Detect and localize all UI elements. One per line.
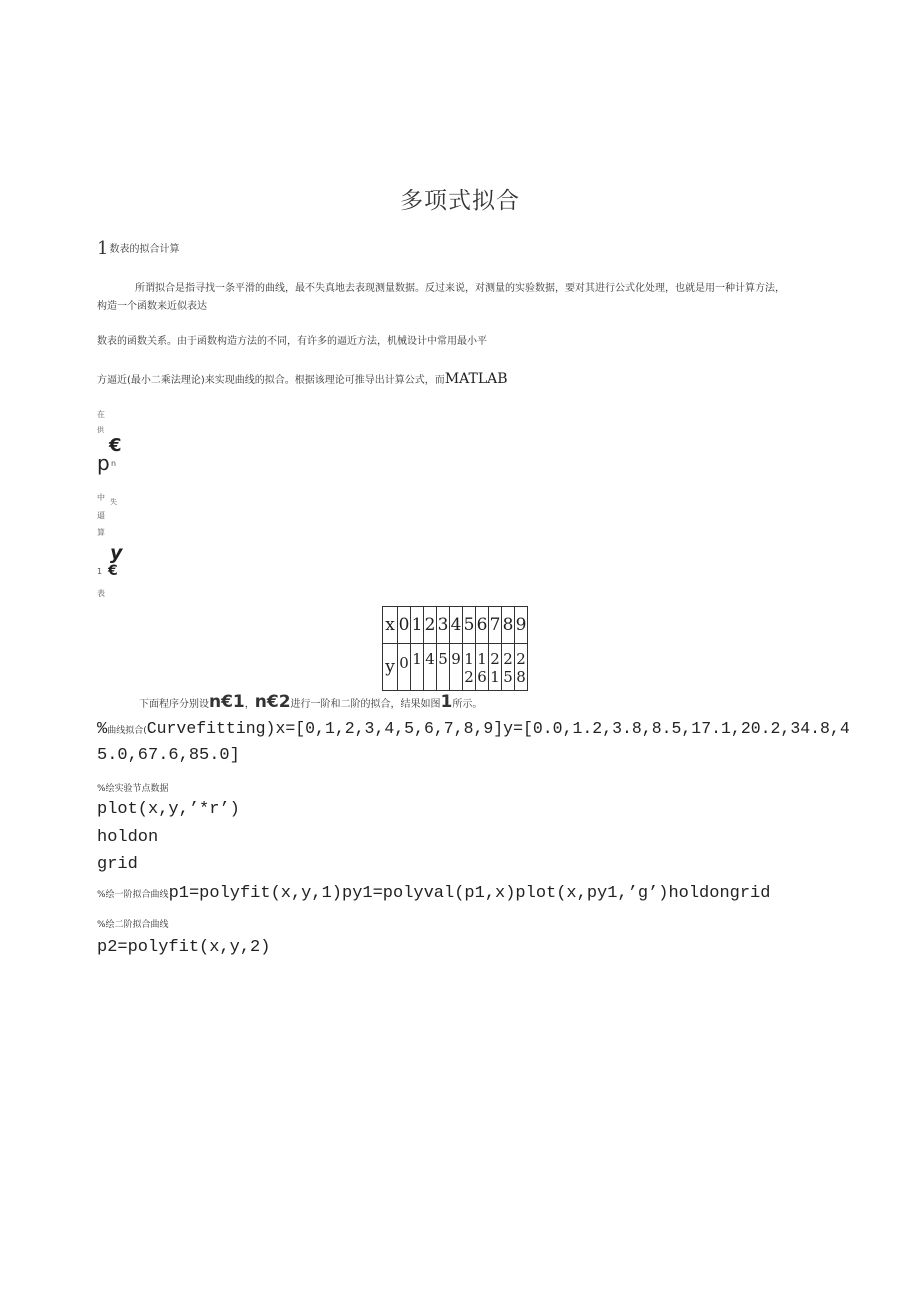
code-line-7: p2=polyfit(x,y,2) — [97, 938, 271, 957]
paragraph-2: 数表的函数关系。由于函数构造方法的不同，有许多的逼近方法，机械设计中常用最小平 — [97, 336, 487, 347]
code-line-4: holdon — [97, 828, 159, 847]
table-cell: 0 — [398, 607, 411, 644]
table-row-y — [383, 644, 528, 691]
table-cell — [463, 644, 476, 691]
code-line-6 — [97, 882, 770, 903]
table-cell: 5 — [463, 607, 476, 644]
fragment-5: n — [111, 459, 117, 468]
fragment-6: 中 — [97, 493, 105, 502]
intro-text-b: 进行一阶和二阶的拟合，结果如图 — [290, 699, 441, 710]
table-cell — [515, 644, 528, 691]
table-cell — [424, 644, 437, 691]
table-row-x — [383, 607, 528, 644]
intro-n2: n€2 — [254, 692, 291, 712]
code-text: Curvefitting)x=[0,1,2,3,4,5,6,7,8,9]y=[0.0,1.2,3.8,8.5,17.1,20.2,34.8,4 — [146, 719, 850, 738]
fragment-9: 算 — [97, 528, 105, 537]
table-cell: 1 — [411, 607, 424, 644]
table-cell: 2 — [424, 607, 437, 644]
table-cell — [489, 644, 502, 691]
code-comment-2: %绘一阶拟合曲线 — [97, 890, 169, 900]
intro-sep: ， — [244, 699, 255, 710]
code-comment: 曲线拟合( — [107, 726, 147, 736]
table-cell: 9 — [515, 607, 528, 644]
code-line-3: plot(x,y,’*r’) — [97, 800, 240, 819]
code-percent: % — [97, 720, 108, 739]
section-number: 1 — [97, 238, 109, 259]
code-line-1 — [97, 718, 850, 739]
table-cell — [502, 644, 515, 691]
intro-figure-number: 1 — [440, 692, 453, 712]
table-cell: 7 — [489, 607, 502, 644]
paragraph-3-text: 方逼近(最小二乘法理论)来实现曲线的拟合。根据该理论可推导出计算公式，而 — [97, 375, 445, 386]
table-cell: 8 — [502, 607, 515, 644]
table-cell: 3 — [437, 607, 450, 644]
table-cell-value: 2 5 — [503, 650, 513, 686]
table-cell-value: 4 — [425, 650, 435, 668]
table-cell-value: 2 8 — [516, 650, 526, 686]
fragment-11: 1 — [97, 567, 103, 576]
table-cell — [450, 644, 463, 691]
fragment-7: 失 — [110, 498, 117, 506]
intro-n1: n€1 — [209, 692, 245, 712]
section-heading — [97, 238, 179, 259]
code-line-5: grid — [97, 855, 138, 874]
intro-text-c: 所示。 — [452, 699, 483, 710]
table-header-y: y — [383, 644, 398, 691]
code-text: p1=polyfit(x,y,1)py1=polyval(p1,x)plot(x,py1,’g’)holdongrid — [168, 884, 771, 903]
paragraph-3 — [97, 371, 508, 387]
fragment-1: 在 — [97, 410, 105, 419]
code-comment-3: %绘二阶拟合曲线 — [97, 920, 169, 930]
table-cell-value: 1 6 — [477, 650, 487, 686]
section-label: 数表的拟合计算 — [109, 244, 180, 255]
table-cell-value: 5 — [438, 650, 448, 668]
paragraph-1-line-1: 所谓拟合是指寻找一条平滑的曲线，最不失真地去表现测量数据。反过来说，对测量的实验数据，要对其进行公式化处理，也就是用一种计算方法， — [135, 283, 785, 294]
fragment-2: 供 — [97, 426, 104, 434]
table-cell-value: 1 2 — [464, 650, 474, 686]
code-comment-1: %绘实验节点数据 — [97, 784, 169, 794]
paragraph-1-line-2: 构造一个函数来近似表达 — [97, 301, 207, 312]
matlab-word: MATLAB — [444, 371, 508, 387]
table-cell: 6 — [476, 607, 489, 644]
table-cell-value: 9 — [451, 650, 461, 668]
table-header-x: x — [383, 607, 398, 644]
table-cell — [476, 644, 489, 691]
program-intro — [139, 692, 482, 712]
page-title: 多项式拟合 — [400, 188, 520, 214]
fragment-4: p — [97, 451, 110, 475]
table-cell — [437, 644, 450, 691]
table-cell-value: 0 — [399, 654, 409, 672]
table-cell-value: 1 — [412, 650, 422, 668]
fragment-12: € — [108, 563, 118, 579]
data-table — [382, 606, 528, 691]
fragment-3: € — [109, 435, 122, 456]
fragment-8: 逼 — [97, 511, 105, 520]
table-cell — [411, 644, 424, 691]
intro-text-a: 下面程序分别设 — [139, 699, 209, 710]
code-line-2: 5.0,67.6,85.0] — [97, 746, 240, 765]
table-cell: 4 — [450, 607, 463, 644]
table-cell-value: 2 1 — [490, 650, 500, 686]
fragment-13: 表 — [97, 589, 105, 598]
fragment-10: y — [110, 542, 123, 564]
table-cell — [398, 644, 411, 691]
